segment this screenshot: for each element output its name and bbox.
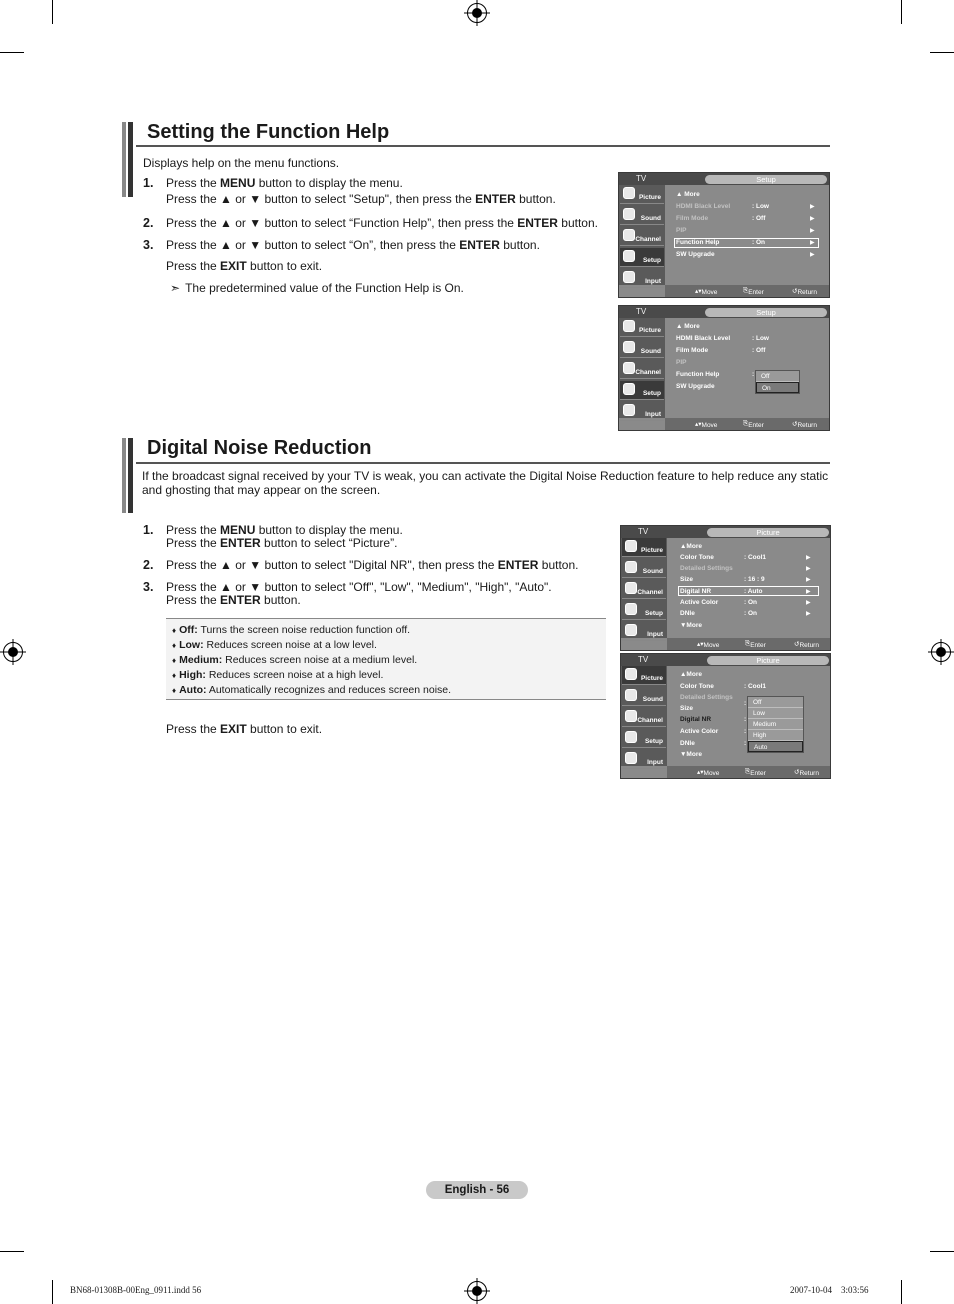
tv-menu-screen: TV Picture Picture Sound Channel Setup Input ▲More Color Tone : Cool1 Detailed Settings Size : Digital NR : Active Color : DNIe : ▼More Off Low Medium High Auto ▴▾ Move ⎘ Enter ↺ Return <box>620 653 831 779</box>
step-number: 1. <box>143 523 154 537</box>
registration-mark-icon <box>3 642 23 662</box>
crop-mark <box>901 0 902 24</box>
note-item: ♦ Low: Reduces screen noise at a low level. <box>172 639 377 651</box>
section-intro: Displays help on the menu functions. <box>143 156 340 170</box>
input-icon <box>625 752 637 764</box>
step-text: Press the MENU button to display the menu. <box>166 523 403 537</box>
exit-instruction: Press the EXIT button to exit. <box>166 259 323 273</box>
picture-icon <box>623 320 635 332</box>
tv-menu-screen: TV Picture Picture Sound Channel Setup Input ▲More Color Tone : Cool1 ▶ Detailed Settings ▶ Size : 16 : 9 ▶ Digital NR : Auto ▶ Active Color : On ▶ DNIe : On ▶ ▼More ▴▾ Move ⎘ Enter ↺ Return <box>620 525 831 651</box>
note-item: ♦ High: Reduces screen noise at a high level. <box>172 669 384 681</box>
step-number: 3. <box>143 238 154 252</box>
note-text: ➣ The predetermined value of the Function Help is On. <box>170 281 464 295</box>
input-icon <box>625 624 637 636</box>
step-number: 2. <box>143 558 154 572</box>
channel-icon <box>623 362 635 374</box>
section-title: Digital Noise Reduction <box>147 437 372 459</box>
note-item: ♦ Auto: Automatically recognizes and reduces screen noise. <box>172 684 452 696</box>
step-text: Press the ▲ or ▼ button to select "Digital NR", then press the ENTER button. <box>166 558 579 572</box>
crop-mark <box>930 1251 954 1252</box>
section-title: Setting the Function Help <box>147 121 390 143</box>
step-number: 1. <box>143 176 154 190</box>
crop-mark <box>0 1251 24 1252</box>
step-text: Press the ▲ or ▼ button to select "Setup", then press the ENTER button. <box>166 192 556 206</box>
section-intro: and ghosting that may appear on the screen. <box>142 483 381 497</box>
section-marker <box>122 438 136 513</box>
registration-mark-icon <box>931 642 951 662</box>
note-item: ♦ Medium: Reduces screen noise at a medium level. <box>172 654 418 666</box>
section-marker <box>122 122 136 197</box>
setup-icon <box>625 731 637 743</box>
sound-icon <box>625 561 637 573</box>
digital-nr-dropdown: Off Low Medium High Auto <box>747 696 804 753</box>
step-text: Press the ▲ or ▼ button to select “On”, then press the ENTER button. <box>166 238 540 252</box>
channel-icon <box>625 710 637 722</box>
note-item: ♦ Off: Turns the screen noise reduction function off. <box>172 624 411 636</box>
sound-icon <box>623 341 635 353</box>
step-text: Press the ▲ or ▼ button to select “Function Help”, then press the ENTER button. <box>166 216 598 230</box>
tv-menu-screen: TV Setup Picture Sound Channel Setup Input ▲ More HDMI Black Level : Low ▶ Film Mode : Off ▶ PIP ▶ Function Help : On ▶ SW Upgrade ▶ ▴▾ Move ⎘ Enter ↺ Return <box>618 172 830 298</box>
input-icon <box>623 271 635 283</box>
note-arrow-icon: ➣ <box>170 281 181 295</box>
page-number: English - 56 <box>426 1181 528 1199</box>
section-rule <box>136 145 830 147</box>
setup-icon <box>623 250 635 262</box>
channel-icon <box>625 582 637 594</box>
picture-icon <box>625 540 637 552</box>
picture-icon <box>625 668 637 680</box>
setup-icon <box>625 603 637 615</box>
section-intro: If the broadcast signal received by your TV is weak, you can activate the Digital Noise Reduction feature to help reduce any static <box>142 469 829 483</box>
print-timestamp: 2007-10-04 3:03:56 <box>790 1285 869 1295</box>
step-text: Press the ▲ or ▼ button to select "Off", "Low", "Medium", "High", "Auto". <box>166 580 552 594</box>
registration-mark-icon <box>467 1281 487 1301</box>
step-number: 2. <box>143 216 154 230</box>
step-text: Press the ENTER button to select “Picture”. <box>166 536 398 550</box>
crop-mark <box>930 52 954 53</box>
crop-mark <box>0 52 24 53</box>
sound-icon <box>625 689 637 701</box>
crop-mark <box>52 1280 53 1304</box>
step-text: Press the MENU button to display the menu. <box>166 176 403 190</box>
channel-icon <box>623 229 635 241</box>
picture-icon <box>623 187 635 199</box>
setup-icon <box>623 383 635 395</box>
tv-menu-screen: TV Setup Picture Sound Channel Setup Input ▲ More HDMI Black Level : Low Film Mode : Off PIP Function Help : SW Upgrade Off On ▴▾ Move ⎘ Enter ↺ Return <box>618 305 830 431</box>
option-notes-box <box>166 618 606 700</box>
step-number: 3. <box>143 580 154 594</box>
exit-instruction: Press the EXIT button to exit. <box>166 722 323 736</box>
section-rule <box>136 462 830 464</box>
sound-icon <box>623 208 635 220</box>
input-icon <box>623 404 635 416</box>
function-help-dropdown: Off On <box>755 370 800 394</box>
crop-mark <box>52 0 53 24</box>
registration-mark-icon <box>467 3 487 23</box>
crop-mark <box>901 1280 902 1304</box>
file-slug: BN68-01308B-00Eng_0911.indd 56 <box>70 1285 202 1295</box>
step-text: Press the ENTER button. <box>166 593 301 607</box>
